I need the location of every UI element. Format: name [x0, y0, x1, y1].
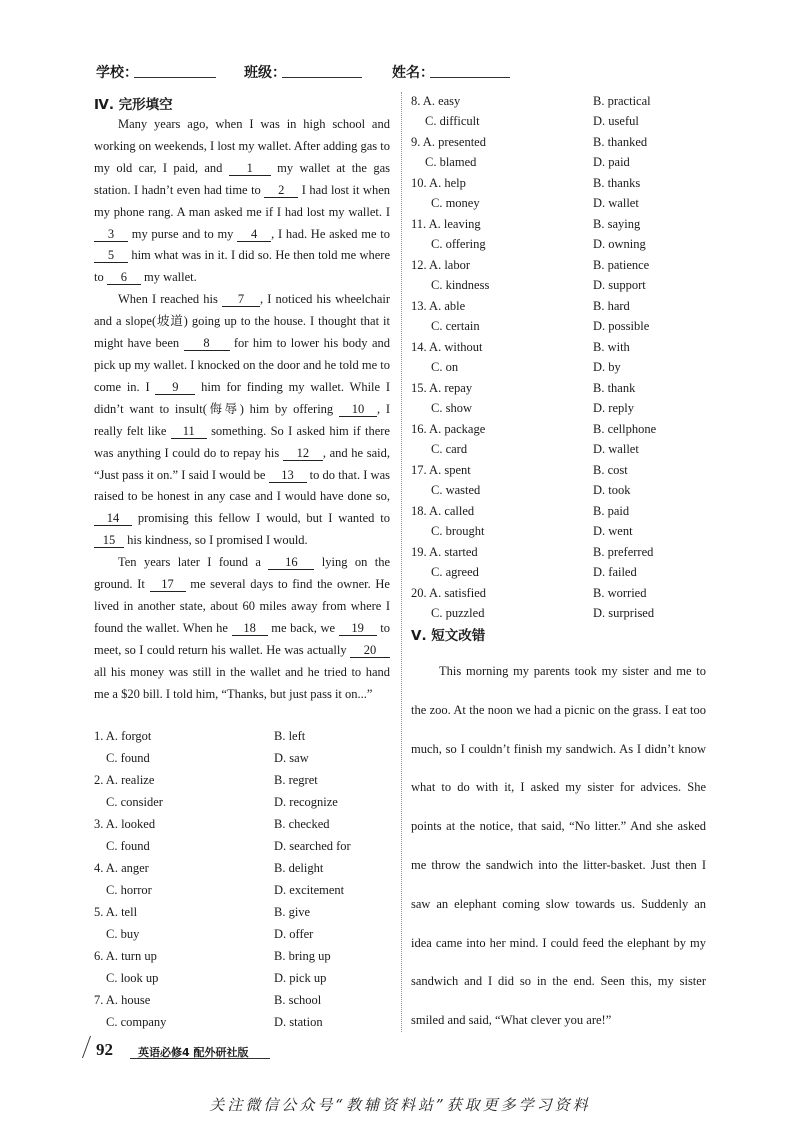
watermark-text: 关注微信公众号“教辅资料站”获取更多学习资料 [209, 1096, 591, 1114]
cloze-paragraph-3: Ten years later I found a 16 lying on the ground. It 17 me several days to find the owner. He lived in another state, about 60 miles away from where I found the wallet. When he 18 me back, we 19 to meet, so I could return his wallet. He was actually 20 all his money was still in the wallet and he tried to hand me a $20 bill. I told him, “Thanks, but just pass it on...” [94, 555, 390, 701]
blank-15: 15 [94, 533, 124, 548]
class-label: 班级： [244, 65, 286, 81]
blank-12: 12 [283, 446, 323, 461]
cloze-paragraph-2: When I reached his 7 , I noticed his wheelchair and a slope(坡道) going up to the house. I thought that it might have been 8 for him to lower his body and pick up my wallet. I knocked on the door and he told me to come in. I 9 him for finding my wallet. While I didn’t want to insult(侮辱) him by offering 10 , I really felt like 11 something. So I asked him if there was anything I could do to repay his 12 , and he said, “Just pass it on.” I said I would be 13 to do that. I was raised to be honest in any case and I would have done so, 14 promising this fellow I would, but I wanted to 15 his kindness, so I promised I would. [94, 292, 391, 548]
blank-3: 3 [94, 227, 128, 242]
blank-4: 4 [237, 227, 271, 242]
blank-20: 20 [350, 643, 390, 658]
blank-7: 7 [222, 292, 260, 307]
blank-14: 14 [94, 511, 132, 526]
blank-16: 16 [268, 555, 314, 570]
blank-2: 2 [264, 183, 298, 198]
class-field-line [282, 77, 362, 78]
school-field-line [134, 77, 216, 78]
blank-1: 1 [229, 161, 271, 176]
cloze-section-title: Ⅳ. 完形填空 [94, 97, 173, 113]
blank-5: 5 [94, 248, 128, 263]
footer-slash [82, 1036, 91, 1058]
column-divider [401, 92, 402, 1032]
blank-13: 13 [269, 468, 307, 483]
cloze-paragraph-1: Many years ago, when I was in high school and working on weekends, I lost my wallet. After adding gas to my old car, I paid, and 1 my wallet at the gas station. I hadn’t even had time to 2 I had lost it when my phone rang. A man asked me if I had lost my wallet. I 3 my purse and to my 4 , I had. He asked me to 5 him what was in it. I did so. He then told me where to 6 my wallet. [94, 117, 390, 285]
error-correction-text: This morning my parents took my sister and me to the zoo. At the noon we had a picnic on the grass. I eat too much, so I couldn’t finish my sandwich. As I didn’t know what to do with it, I asked my sister for advices. She points at the notice, that said, “No litter.” And she asked me throw the sandwich into the litter-basket. Just then I saw an elephant coming slow towards us. Suddenly an idea came into her mind. I could feed the elephant by my sandwich and I did so in the end. Seen this, my sister smiled and said, “What clever you are!” [411, 664, 706, 1028]
blank-19: 19 [339, 621, 377, 636]
name-label: 姓名： [392, 65, 434, 81]
book-title: 英语必修4 配外研社版 [138, 1046, 249, 1059]
blank-8: 8 [184, 336, 230, 351]
blank-17: 17 [150, 577, 186, 592]
page-number: 92 [96, 1040, 113, 1059]
blank-11: 11 [171, 424, 207, 439]
cloze-passage [94, 114, 390, 705]
blank-9: 9 [155, 380, 195, 395]
blank-6: 6 [107, 270, 141, 285]
name-field-line [430, 77, 510, 78]
error-correction-title: Ⅴ. 短文改错 [411, 628, 486, 644]
school-label: 学校： [96, 65, 138, 81]
error-correction-passage [411, 652, 706, 1040]
blank-18: 18 [232, 621, 268, 636]
blank-10: 10 [339, 402, 377, 417]
footer-rule [130, 1058, 270, 1059]
